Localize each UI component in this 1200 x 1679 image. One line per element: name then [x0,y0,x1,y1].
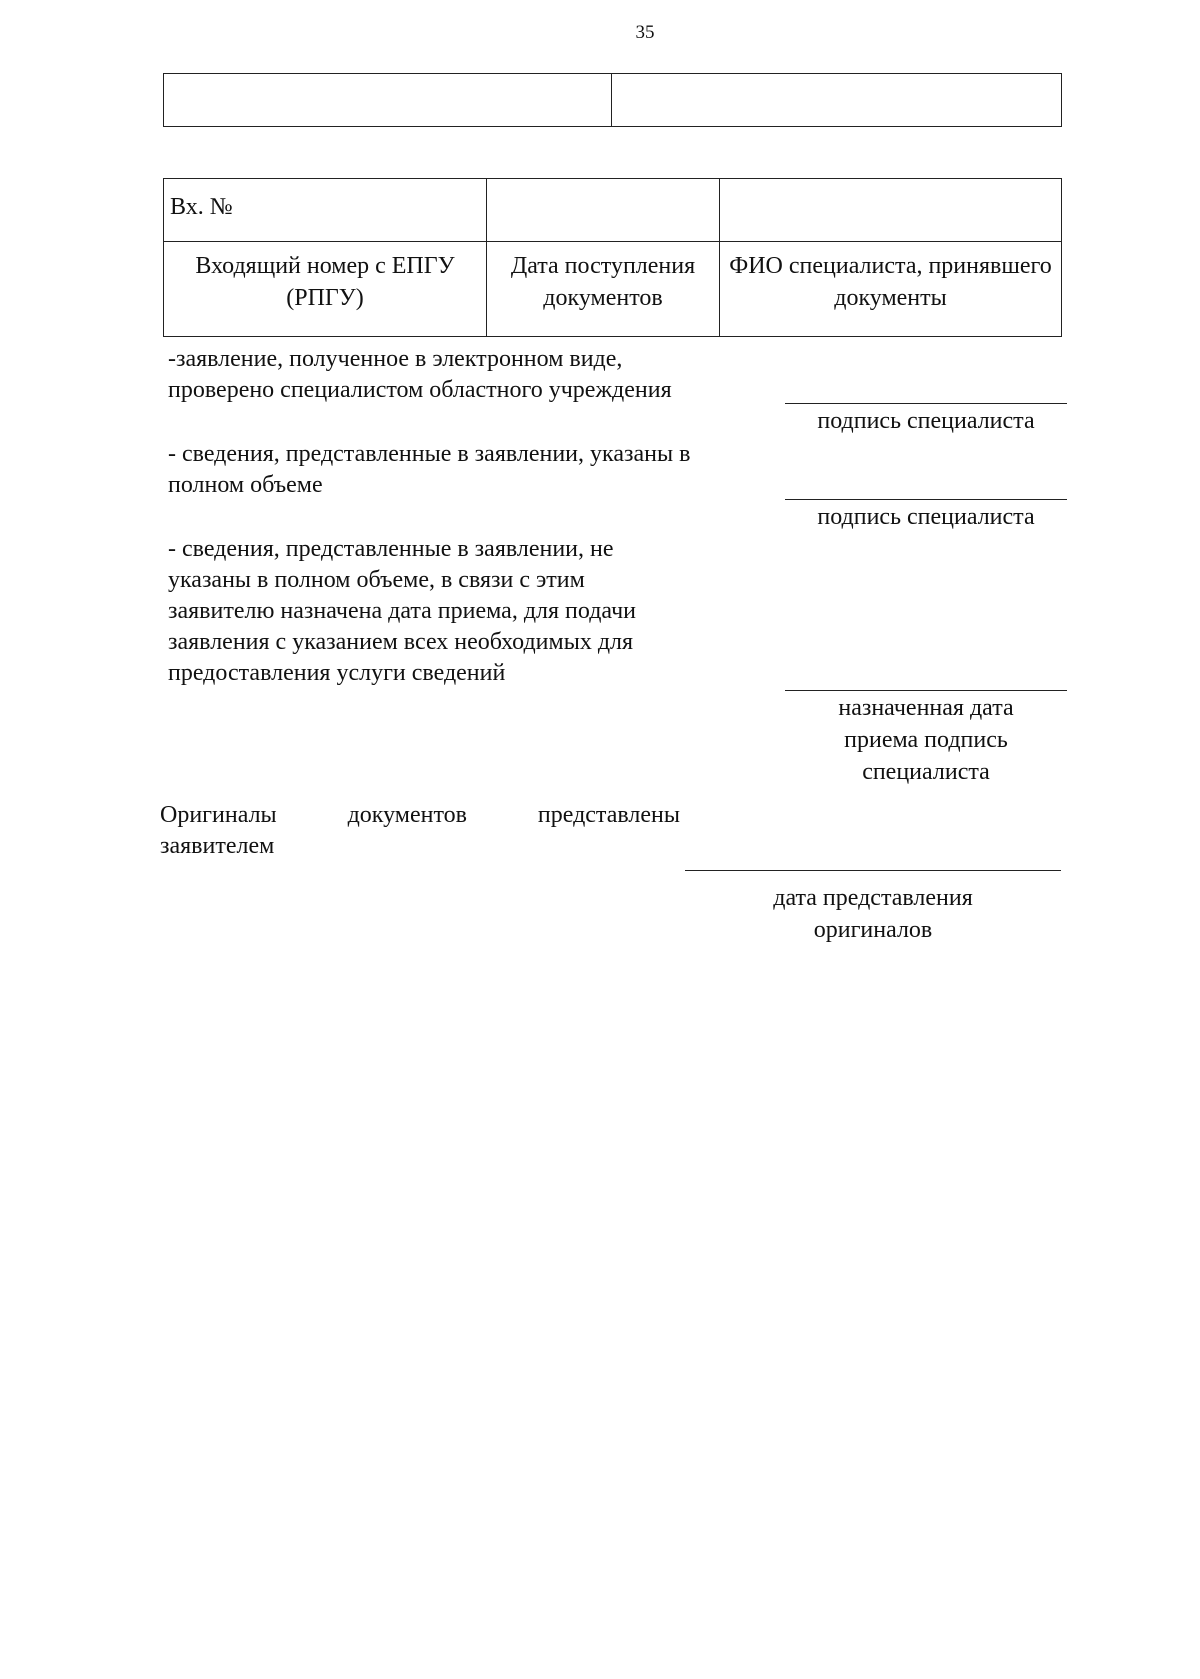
check-3-caption-line-3: специалиста [862,759,990,785]
check-3-signature-caption [785,692,1067,788]
check-3-signature-line [785,690,1067,691]
check-3-text [168,534,636,689]
check-2-line-2: полном объеме [168,472,323,498]
top-table-cell-right [612,74,1062,127]
originals-caption-line-2: оригиналов [813,917,933,943]
specialist-name-value-cell [720,179,1062,242]
check-2-signature-line [785,499,1067,500]
check-3-caption-line-2: приема подпись [844,727,1008,753]
originals-word-1: Оригиналы [160,802,277,828]
check-2-text [168,439,690,501]
top-empty-table [163,73,1062,127]
originals-date-line [685,870,1061,871]
date-value-cell [487,179,720,242]
check-3-line-5: предоставления услуги сведений [168,660,506,686]
check-1-signature-caption: подпись специалиста [817,408,1035,434]
check-3-line-4: заявления с указанием всех необходимых для [168,629,634,655]
originals-date-caption [685,882,1061,946]
page-number: 35 [635,22,655,43]
check-3-caption-line-1: назначенная дата [838,695,1014,721]
registration-table [163,178,1062,337]
originals-line-2: заявителем [160,833,275,859]
check-1-text [168,344,672,406]
check-1-signature-line [785,403,1067,404]
originals-text [160,800,680,862]
originals-line-1 [160,800,680,831]
table-row [164,242,1062,337]
specialist-name-header: ФИО специалиста, принявшего документы [720,242,1062,337]
check-2-line-1: - сведения, представленные в заявлении, указаны в [168,441,691,467]
check-1-line-2: проверено специалистом областного учреждения [168,377,672,403]
top-table-cell-left [164,74,612,127]
originals-caption-line-1: дата представления [773,885,973,911]
incoming-number-label: Вх. № [164,179,487,242]
originals-word-3: представлены [537,802,680,828]
table-row [164,179,1062,242]
check-3-line-1: - сведения, представленные в заявлении, не [168,536,614,562]
originals-word-2: документов [347,802,467,828]
check-1-line-1: -заявление, полученное в электронном виде, [168,346,623,372]
check-3-line-3: заявителю назначена дата приема, для подачи [168,598,637,624]
check-3-line-2: указаны в полном объеме, в связи с этим [168,567,585,593]
receipt-date-header: Дата поступления документов [487,242,720,337]
incoming-number-header: Входящий номер с ЕПГУ (РПГУ) [164,242,487,337]
check-2-signature-caption: подпись специалиста [817,504,1035,530]
